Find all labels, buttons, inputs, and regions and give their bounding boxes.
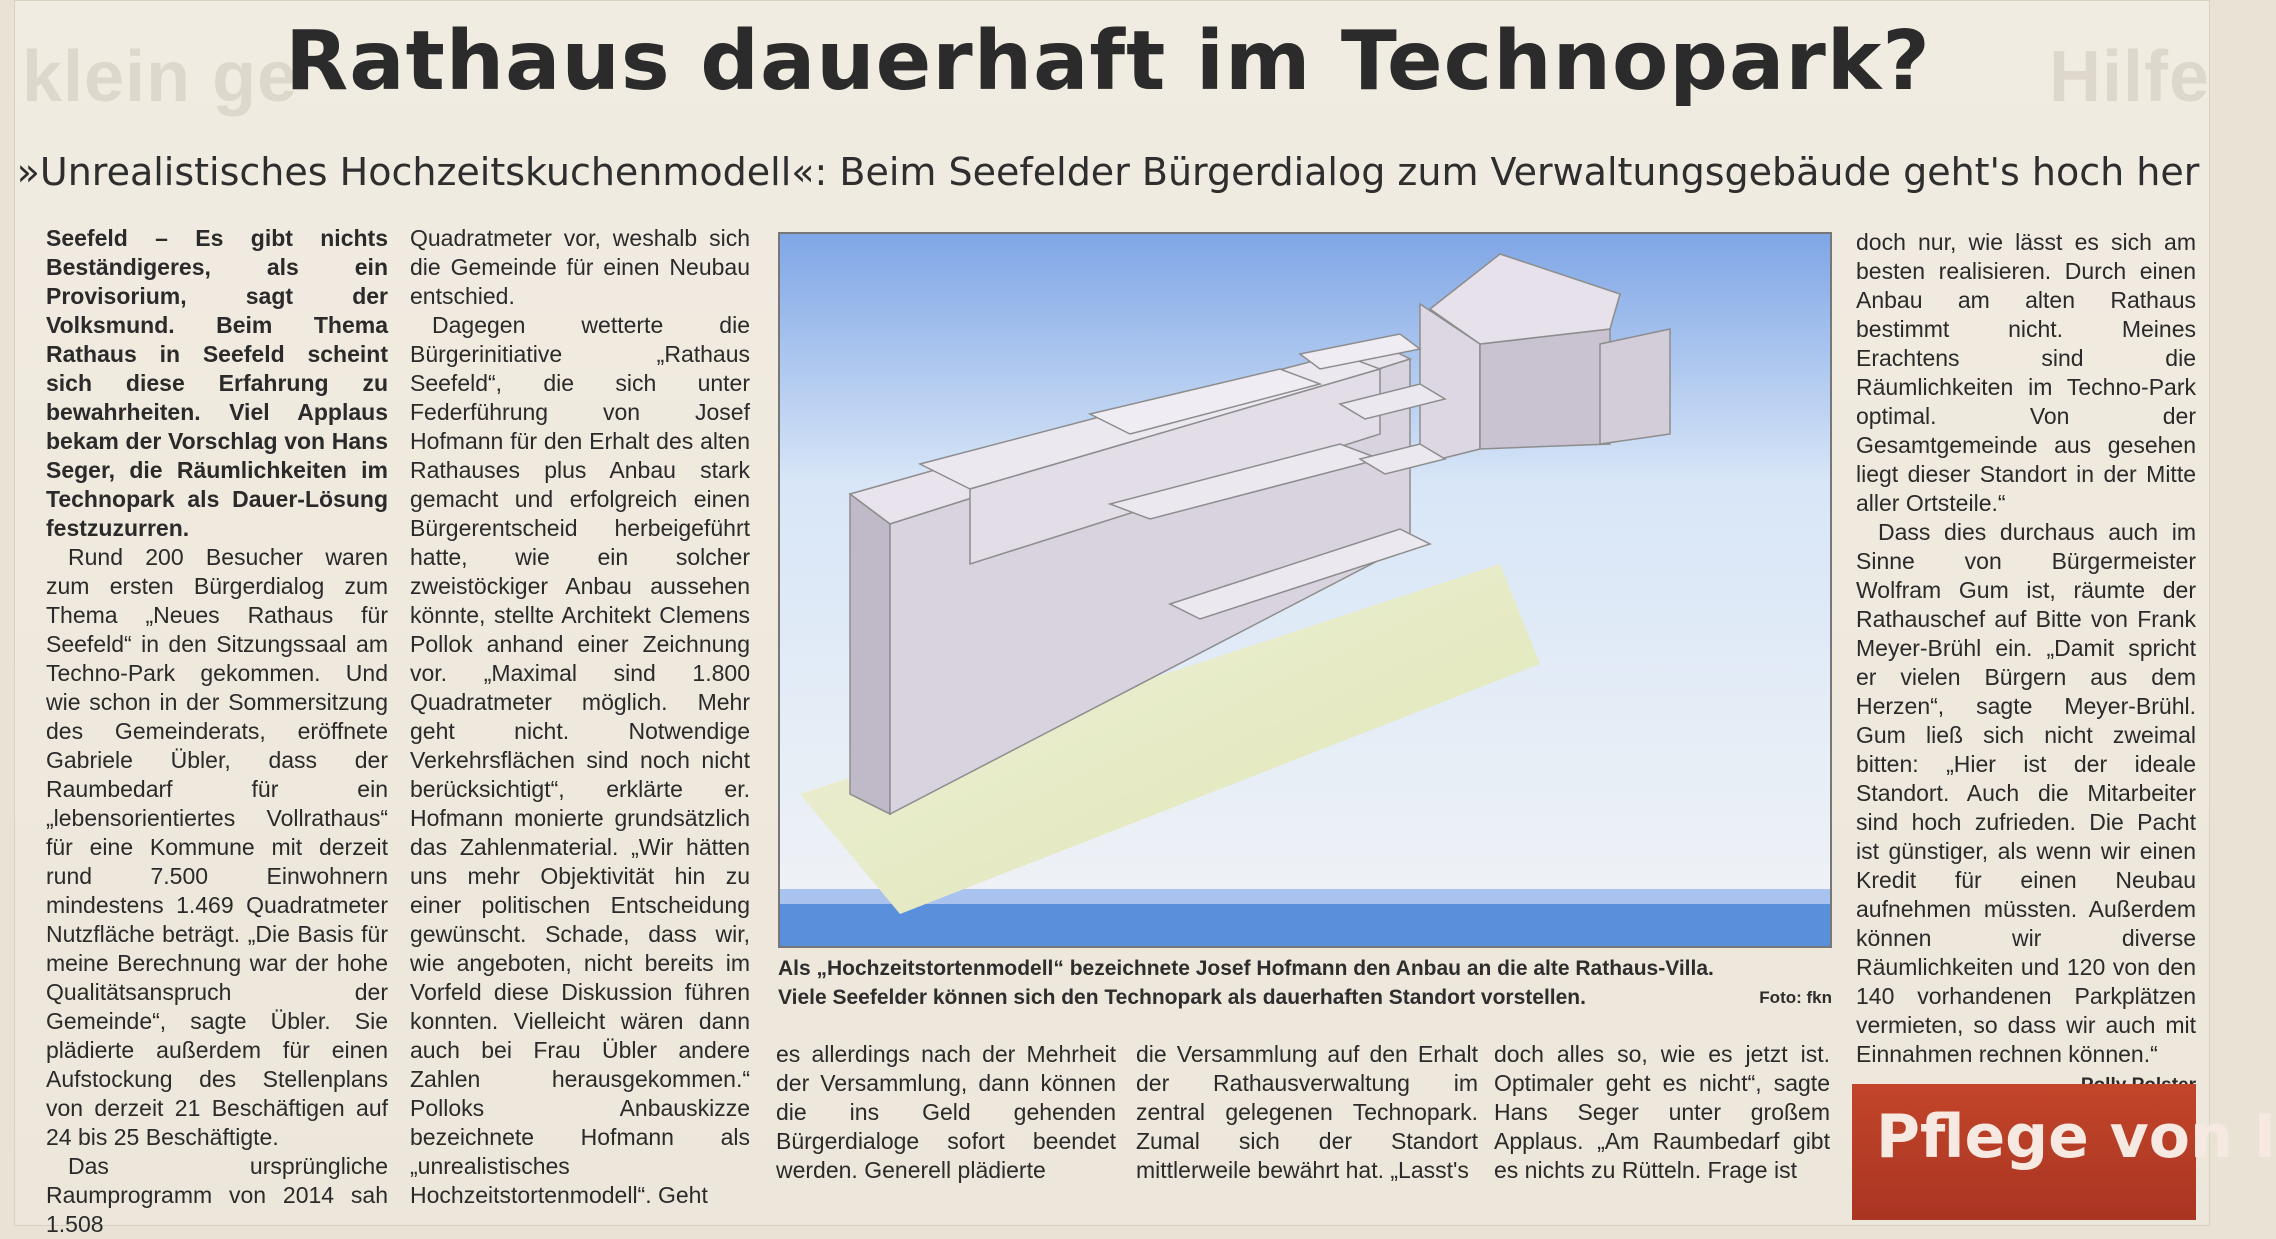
subheadline: »Unrealistisches Hochzeitskuchenmodell«: Beim Seefelder Bürgerdialog zum Verwaltungsgebäude geht's hoch her [16,150,2200,194]
paragraph: Quadratmeter vor, weshalb sich die Gemeinde für einen Neubau entschied. [410,225,750,309]
paragraph: doch nur, wie lässt es sich am besten realisieren. Durch einen Anbau am alten Rathaus bestimmt nicht. Meines Erachtens sind die Räumlichkeiten im Techno-Park optimal. Von der Gesamtgemeinde aus gesehen liegt dieser Standort in der Mitte aller Ortsteile.“ [1856,229,2196,516]
paragraph: Das ursprüngliche Raumprogramm von 2014 sah 1.508 [46,1153,388,1237]
article-column-3 [776,1040,1116,1185]
building-sketch-image [780,234,1830,946]
bleed-through-text: Hilfe [2048,37,2210,117]
headline: Rathaus dauerhaft im Technopark? [285,14,1931,109]
article-column-1 [46,224,388,1239]
paragraph: Dass dies durchaus auch im Sinne von Bürgermeister Wolfram Gum ist, räumte der Rathauschef auf Bitte von Frank Meyer-Brühl ein. „Damit spricht er vielen Bürgern aus dem Herzen“, sagte Meyer-Brühl. Gum ließ sich nicht zweimal bitten: „Hier ist der ideale Standort. Auch die Mitarbeiter sind hoch zufrieden. Die Pacht ist günstiger, als wenn wir einen Kredit für einen Neubau aufnehmen müssten. Außerdem können wir diverse Räumlichkeiten und 120 von den 140 vorhandenen Parkplätzen vermieten, so dass wir auch mit Einnahmen rechnen können.“ [1856,519,2196,1067]
paragraph: doch alles so, wie es jetzt ist. Optimaler geht es nicht“, sagte Hans Seger unter großem Applaus. „Am Raumbedarf gibt es nichts zu Rütteln. Frage ist [1494,1041,1830,1183]
paragraph: Rund 200 Besucher waren zum ersten Bürgerdialog zum Thema „Neues Rathaus für Seefeld“ in den Sitzungssaal am Techno-Park gekommen. Und wie schon in der Sommersitzung des Gemeinderats, eröffnete Gabriele Übler, dass der Raumbedarf für ein „lebensorientiertes Vollrathaus“ für eine Kommune mit derzeit rund 7.500 Einwohnern mindestens 1.469 Quadratmeter Nutzfläche beträgt. „Die Basis für meine Berechnung war der hohe Qualitätsanspruch der Gemeinde“, sagte Übler. Sie plädierte außerdem für einen Aufstockung des Stellenplans von derzeit 21 Beschäftigen auf 24 bis 25 Beschäftigte. [46,544,388,1150]
caption-line [778,983,1832,1012]
article-column-6 [1856,228,2196,1100]
article-column-5 [1494,1040,1830,1185]
next-article-teaser: Pflege von I [1852,1084,2196,1220]
photo-credit: Foto: fkn [1759,988,1832,1007]
article-column-4 [1136,1040,1478,1185]
lead-paragraph: Seefeld – Es gibt nichts Beständigeres, als ein Provisorium, sagt der Volksmund. Beim Thema Rathaus in Seefeld scheint sich diese Erfahrung zu bewahrheiten. Viel Applaus bekam der Vorschlag von Hans Seger, die Räumlichkeiten im Technopark als Dauer-Lösung festzuzurren. [46,225,388,541]
article-column-2 [410,224,750,1210]
caption-text: Viele Seefelder können sich den Technopark als dauerhaften Standort vorstellen. [778,986,1586,1009]
caption-line: Als „Hochzeitstortenmodell“ bezeichnete Josef Hofmann den Anbau an die alte Rathaus-Villa. [778,957,1714,980]
architecture-model-photo [778,232,1832,948]
photo-caption [778,954,1832,1012]
paragraph: die Versammlung auf den Erhalt der Rathausverwaltung im zentral gelegenen Technopark. Zumal sich der Standort mittlerweile bewährt hat. „Lasst's [1136,1041,1478,1183]
paragraph: es allerdings nach der Mehrheit der Versammlung, dann können die ins Geld gehenden Bürgerdialoge sofort beendet werden. Generell plädierte [776,1041,1116,1183]
bleed-through-text: klein ge [22,37,299,117]
paragraph: Dagegen wetterte die Bürgerinitiative „Rathaus Seefeld“, die sich unter Federführung von Josef Hofmann für den Erhalt des alten Rathauses plus Anbau stark gemacht und erfolgreich einen Bürgerentscheid herbeigeführt hatte, wie ein solcher zweistöckiger Anbau aussehen könnte, stellte Architekt Clemens Pollok anhand einer Zeichnung vor. „Maximal sind 1.800 Quadratmeter möglich. Mehr geht nicht. Notwendige Verkehrsflächen sind noch nicht berücksichtigt“, erklärte er. Hofmann monierte grundsätzlich das Zahlenmaterial. „Wir hätten uns mehr Objektivität hin zu einer politischen Entscheidung gewünscht. Schade, dass wir, wie angeboten, nicht bereits im Vorfeld diese Diskussion führen konnten. Vielleicht wären dann auch bei Frau Übler andere Zahlen herausgekommen.“ Polloks Anbauskizze bezeichnete Hofmann als „unrealistisches Hochzeitstortenmodell“. Geht [410,312,750,1208]
